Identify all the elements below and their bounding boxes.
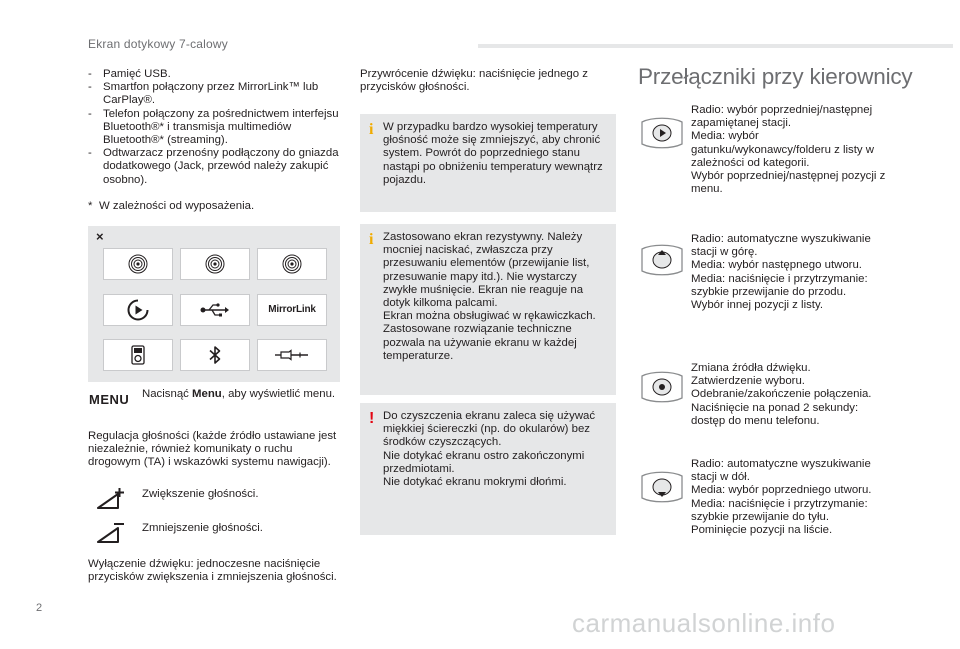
info-icon: i	[369, 231, 374, 248]
steering-switch-down-icon	[636, 470, 686, 504]
mirrorlink-icon[interactable]	[257, 294, 327, 326]
steering-item-text: Zmiana źródła dźwięku. Zatwierdzenie wyboru. Odebranie/zakończenie połączenia. Naciśnięcie na ponad 2 sekundy: dostęp do menu telefonu.	[691, 362, 872, 427]
steering-switch-front-icon	[636, 116, 686, 150]
list-item: - Pamięć USB.	[88, 68, 350, 81]
menu-instruction: Nacisnąć Menu, aby wyświetlić menu.	[142, 388, 336, 400]
audio-sources-list	[88, 68, 350, 187]
steering-item-text: Radio: automatyczne wyszukiwanie stacji w dół. Media: wybór poprzedniego utworu. Media: naciśnięcie i przytrzymanie: szybkie przewijanie do tyłu. Pominięcie pozycji na liście.	[691, 458, 872, 537]
cd-play-icon[interactable]	[103, 294, 173, 326]
note-text: Do czyszczenia ekranu zaleca się używać miękkiej ściereczki (np. do okularów) bez środków czyszczących. Nie dotykać ekranu ostro zakończonymi przedmiotami. Nie dotykać ekranu mokrymi dłońmi.	[383, 410, 596, 489]
section-title: Przełączniki przy kierownicy	[638, 64, 913, 89]
warning-icon: !	[369, 410, 375, 427]
info-note-temperature	[360, 114, 616, 212]
footnote	[88, 200, 350, 213]
restore-sound-text: Przywrócenie dźwięku: naciśnięcie jednego z przycisków głośności.	[360, 68, 588, 94]
list-item: - Telefon połączony za pośrednictwem interfejsu Bluetooth®* i transmisja multimediów Bluetooth®* (streaming).	[88, 108, 350, 148]
mirrorlink-label: MirrorLink	[268, 304, 316, 316]
radio-2-icon[interactable]	[180, 248, 250, 280]
radio-1-icon[interactable]	[103, 248, 173, 280]
close-icon[interactable]: ×	[96, 229, 104, 244]
volume-intro: Regulacja głośności (każde źródło ustawiane jest niezależnie, również komunikaty o ruchu drogowym (TA) i wskazówki systemu nawigacji).	[88, 430, 337, 469]
info-note-resistive-screen	[360, 224, 616, 395]
watermark: carmanualsonline.info	[572, 608, 836, 638]
menu-button-icon: MENU	[89, 392, 130, 407]
note-text: W przypadku bardzo wysokiej temperatury głośność może się zmniejszyć, aby chronić system. Powrót do poprzedniego stanu nastąpi po obniżeniu temperatury wewnątrz pojazdu.	[383, 121, 603, 186]
volume-up-text: Zwiększenie głośności.	[142, 488, 259, 500]
list-item: - Odtwarzacz przenośny podłączony do gniazda dodatkowego (Jack, przewód należy zakupić osobno).	[88, 147, 350, 187]
page-header-title: Ekran dotykowy 7-calowy	[88, 37, 228, 51]
footnote-text: W zależności od wyposażenia.	[99, 199, 255, 212]
steering-item-text: Radio: wybór poprzedniej/następnej zapamiętanej stacji. Media: wybór gatunku/wykonawcy/folderu z listy w zależności od kategorii. Wybór poprzedniej/następnej pozycji z menu.	[691, 104, 886, 196]
mute-text: Wyłączenie dźwięku: jednoczesne naciśnięcie przycisków zwiększenia i zmniejszenia głośności.	[88, 558, 337, 584]
sources-section	[88, 68, 350, 213]
warning-note-cleaning	[360, 403, 616, 535]
steering-switch-press-icon	[636, 370, 686, 404]
radio-3-icon[interactable]	[257, 248, 327, 280]
header-divider-bar	[478, 44, 953, 48]
volume-up-icon	[97, 488, 125, 514]
volume-down-icon	[97, 522, 125, 548]
steering-switch-up-icon	[636, 243, 686, 277]
bluetooth-icon[interactable]	[180, 339, 250, 371]
note-text: Zastosowano ekran rezystywny. Należy mocniej naciskać, zwłaszcza przy przesuwaniu elementów (przewijanie list, przesuwanie mapy itd.). Nie wystarczy zwykłe muśnięcie. Ekran nie reaguje na dotyk kilkoma palcami. Ekran można obsługiwać w rękawiczkach. Zastosowane rozwiązanie techniczne pozwala na używanie ekranu w każdej temperaturze.	[383, 231, 596, 362]
footnote-star: *	[88, 199, 93, 212]
info-icon: i	[369, 121, 374, 138]
page-number: 2	[36, 602, 43, 614]
ipod-icon[interactable]	[103, 339, 173, 371]
list-item: - Smartfon połączony przez MirrorLink™ lub CarPlay®.	[88, 81, 350, 107]
usb-icon[interactable]	[180, 294, 250, 326]
jack-cable-icon[interactable]	[257, 339, 327, 371]
volume-down-text: Zmniejszenie głośności.	[142, 522, 263, 534]
steering-item-text: Radio: automatyczne wyszukiwanie stacji w górę. Media: wybór następnego utworu. Media: naciśnięcie i przytrzymanie: szybkie przewijanie do przodu. Wybór innej pozycji z listy.	[691, 233, 871, 312]
